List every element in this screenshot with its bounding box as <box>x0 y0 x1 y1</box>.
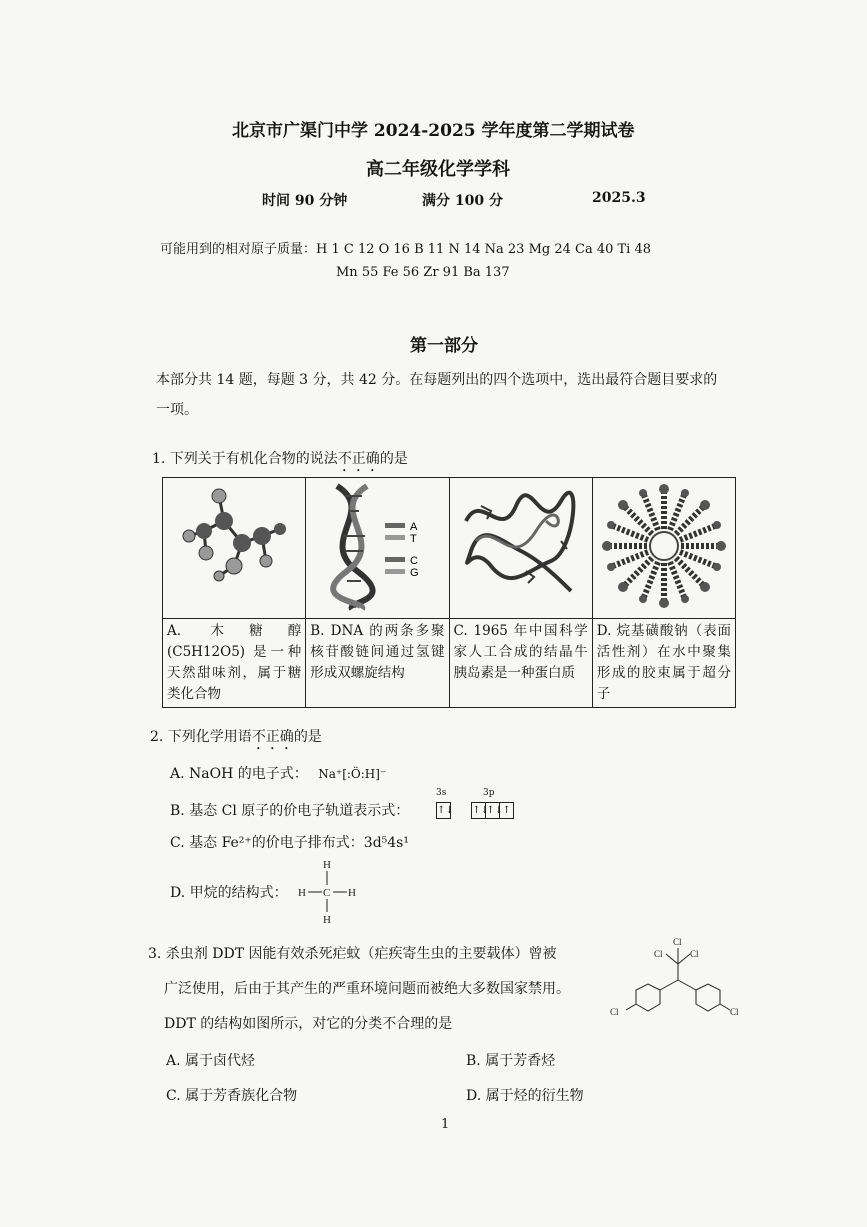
ddt-structure-icon <box>608 934 748 1024</box>
dna-label-g: G <box>410 567 419 579</box>
atomic-masses-line2: Mn 55 Fe 56 Zr 91 Ba 137 <box>336 265 510 280</box>
q3-line1: 3. 杀虫剂 DDT 因能有效杀死疟蚊（疟疾寄生虫的主要载体）曾被 <box>148 946 557 962</box>
ddt-cl-left: Cl <box>654 949 663 959</box>
q3-line3: DDT 的结构如图所示，对它的分类不合理的是 <box>164 1016 453 1032</box>
q3-line2: 广泛使用，后由于其产生的严重环境问题而被绝大多数国家禁用。 <box>164 981 570 997</box>
q1-option-d: D. 烷基磺酸钠（表面活性剂）在水中聚集形成的胶束属于超分子 <box>592 619 735 708</box>
q1-stem: 1. 下列关于有机化合物的说法不正确的是 <box>152 451 408 467</box>
q1-options-table <box>162 477 736 708</box>
q1-option-a: A. 木糖醇 (C5H12O5) 是一种天然甜味剂，属于糖类化合物 <box>163 619 306 708</box>
q3-option-a: A. 属于卤代烃 <box>166 1053 256 1069</box>
ddt-cl-top: Cl <box>673 937 682 947</box>
xylitol-model-image <box>163 478 306 619</box>
svg-text:H: H <box>298 887 306 899</box>
naoh-electron-formula: Na⁺[:Ö:H]⁻ <box>318 767 387 781</box>
page-number: 1 <box>441 1117 450 1132</box>
methane-structure-icon <box>296 856 360 926</box>
cl-orbital-diagram <box>436 800 514 819</box>
orbital-box-3s: ↑↓ <box>436 802 451 819</box>
orbital-3p-label: 3p <box>483 788 495 798</box>
orbital-box-3p-2: ↑↓ <box>486 802 500 819</box>
dna-helix-icon <box>307 481 447 611</box>
part1-instructions-line2: 一项。 <box>156 402 198 418</box>
q3-option-d: D. 属于烃的衍生物 <box>466 1088 584 1104</box>
protein-ribbon-icon <box>451 481 591 611</box>
q2-option-a <box>170 763 386 783</box>
dna-label-t: T <box>410 533 418 545</box>
q2-option-a-label: A. NaOH 的电子式： <box>170 766 308 782</box>
exam-date: 2025.3 <box>592 190 646 206</box>
ddt-cl-ring-right: Cl <box>730 1007 739 1017</box>
q3-option-c: C. 属于芳香族化合物 <box>166 1088 298 1104</box>
micelle-icon <box>594 481 734 611</box>
q3-option-b: B. 属于芳香烃 <box>466 1053 556 1069</box>
micelle-image <box>592 478 735 619</box>
part1-heading: 第一部分 <box>410 336 478 356</box>
ddt-cl-ring-left: Cl <box>610 1007 619 1017</box>
xylitol-ball-stick-icon <box>164 481 304 611</box>
q2-option-c: C. 基态 Fe²⁺的价电子排布式：3d⁵4s¹ <box>170 835 409 851</box>
orbital-box-3p-1: ↑↓ <box>471 802 486 819</box>
part1-instructions-line1: 本部分共 14 题，每题 3 分，共 42 分。在每题列出的四个选项中，选出最符合题目要求的 <box>156 372 718 388</box>
svg-text:C: C <box>323 887 331 899</box>
q1-option-b: B. DNA 的两条多聚核苷酸链间通过氢键形成双螺旋结构 <box>306 619 449 708</box>
dna-label-a: A <box>410 521 418 533</box>
orbital-3s-label: 3s <box>436 788 447 798</box>
svg-text:H: H <box>323 859 331 871</box>
q2-stem: 2. 下列化学用语不正确的是 <box>150 729 322 745</box>
exam-subtitle: 高二年级化学学科 <box>366 159 510 180</box>
exam-title: 北京市广渠门中学 2024-2025 学年度第二学期试卷 <box>232 121 635 141</box>
atomic-masses-line1: 可能用到的相对原子质量：H 1 C 12 O 16 B 11 N 14 Na 23 Mg 24 Ca 40 Ti 48 <box>160 242 652 257</box>
q2-option-b-label: B. 基态 Cl 原子的价电子轨道表示式： <box>170 803 410 819</box>
ddt-cl-right: Cl <box>690 949 699 959</box>
q2-option-d: D. 甲烷的结构式： <box>170 885 288 901</box>
insulin-structure-image <box>449 478 592 619</box>
q2-option-b <box>170 800 409 820</box>
q1-option-c: C. 1965 年中国科学家人工合成的结晶牛胰岛素是一种蛋白质 <box>449 619 592 708</box>
exam-score: 满分 100 分 <box>422 193 503 209</box>
dna-helix-image <box>306 478 449 619</box>
svg-text:H: H <box>323 914 331 926</box>
svg-text:H: H <box>348 887 356 899</box>
exam-time: 时间 90 分钟 <box>262 193 348 209</box>
orbital-box-3p-3: ↑ <box>500 802 514 819</box>
dna-label-c: C <box>410 555 419 567</box>
